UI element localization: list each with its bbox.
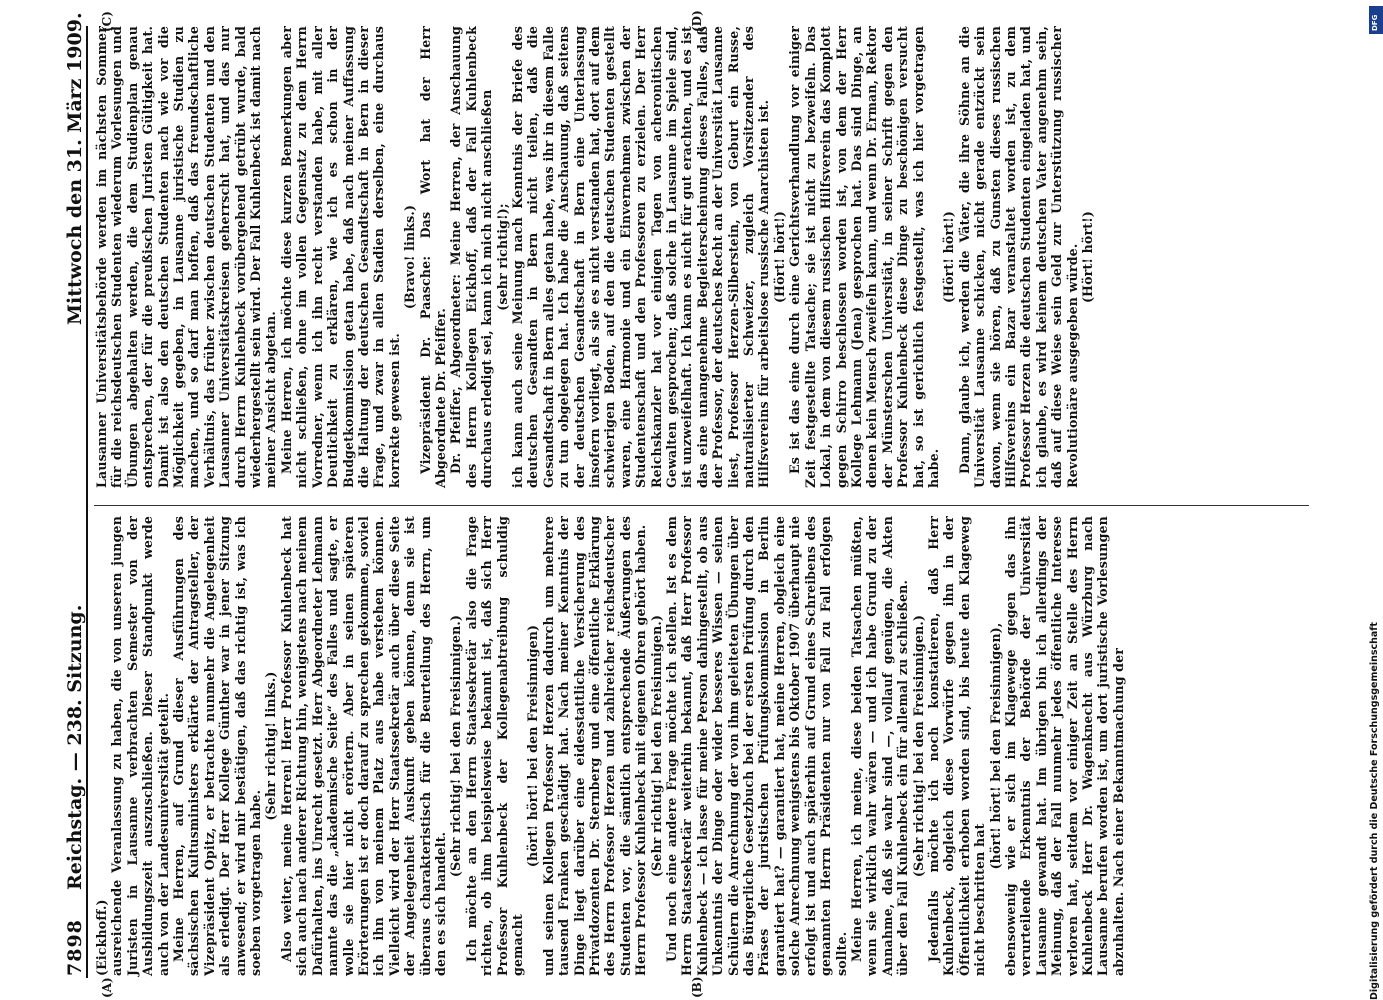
interjection: (Sehr richtig! bei den Freisinnigen.): [448, 614, 464, 878]
margin-marker-a: (A): [100, 977, 114, 998]
header-rule: [86, 26, 88, 978]
interjection: (Hört! hört!): [1080, 210, 1095, 304]
interjection: (Sehr richtig! bei den Freisinnigen.): [648, 614, 664, 878]
interjection: (Sehr richtig! bei den Freisinnigen.): [910, 614, 926, 878]
page-header: [56, 0, 96, 1000]
paragraph: Ich möchte an den Herrn Staatssekretär also die Frage richten, ob ihm beispielsweise bekannt ist, daß sich Herr Professor Kuhlenbeck der Kollegenabtreibung schuldig gemacht: [463, 516, 525, 976]
paragraph: ich kann auch seine Meinung nach Kenntnis der Briefe des deutschen Gesandten in Bern nicht teilen, daß die Gesandtschaft in Bern alles getan habe, was ihr in diesem Falle zu tun obgelegen hat. Ich habe die Anschauung, daß seitens der deutschen Gesandtschaft in Bern eine Unterlassung insofern vorliegt, als sie es nicht verstanden hat, dort auf dem schwierigen Boden, auf den die deutschen Studenten gestellt waren, eine Harmonie und ein Einvernehmen zwischen der Studentenschaft und den Professoren zu erzielen. Der Herr Reichskanzler hat vor einigen Tagen von acheronitischen Gewalten gesprochen; daß solche in Lausanne im Spiele sind, ist unzweifelhaft. Ich kann es nicht für gut erachten, und es ist das eine unangenehme Begleiterscheinung dieses Falles, daß der Professor, der deutsches Recht an der Universität Lausanne liest, Professor Herzen-Silberstein, von Geburt ein Russe, naturalisierter Schweizer, zugleich Vorsitzender des Hilfsvereins für arbeitslose russische Anarchisten ist.: [509, 26, 772, 488]
speaker-announcement: Vizepräsident Dr. Paasche: Das Wort hat der Herr Abgeordnete Dr. Pfeiffer.: [417, 26, 448, 488]
paragraph: Und noch eine andere Frage möchte ich stellen. Ist es dem Herrn Staatssekretär weiterhin bekannt, daß Herr Professor Kuhlenbeck — ich lasse für meine Person dahingestellt, ob aus Unkenntnis der Dinge oder wider besseres Wissen — seinen Schülern die Anrechnung der von ihm geleiteten Übungen über das Bürgerliche Gesetzbuch bei der ersten Prüfung durch den Präses der juristischen Prüfungskommission in Berlin garantiert hat? — garantiert hat, meine Herren, obgleich eine solche Anrechnung wenigstens bis Oktober 1907 überhaupt nie erfolgt ist und auch späterhin auf Grund eines Schreibens des genannten Herrn Präsidenten nur von Fall zu Fall erfolgen sollte.: [664, 516, 849, 976]
speaker-tag: (Eickhoff.): [94, 899, 109, 976]
paragraph: Lausanner Universitätsbehörde werden im nächsten Sommer für die reichsdeutschen Studenten wiederum Vorlesungen und Übungen abgehalten werden, die dem Studienplan genau entsprechen, der für die preußischen Juristen Gültigkeit hat. Damit ist also den deutschen Studenten nach wie vor die Möglichkeit gegeben, in Lausanne juristische Studien zu machen, und so darf man hoffen, daß das freundschaftliche Verhältnis, das früher zwischen deutschen Studenten und den Lausanner Universitätskreisen geherrscht hat, und das nur durch Herrn Kuhlenbeck vorübergehend getrübt wurde, bald wiederhergestellt sein wird. Der Fall Kuhlenbeck ist damit nach meiner Ansicht abgetan.: [94, 26, 279, 488]
header-date: Mittwoch den 31. März 1909.: [64, 12, 86, 325]
interjection: (hört! hört! bei den Freisinnigen): [525, 624, 541, 868]
column-separator: [94, 505, 1309, 506]
paragraph: Meine Herren, ich meine, diese beiden Tatsachen müßten, wenn sie wirklich wahr wären — und ich habe Grund zu der Annahme, daß sie wahr sind —, vollauf genügen, die Akten über den Fall Kuhlenbeck ein für allemal zu schließen.: [848, 516, 911, 976]
paragraph: Es ist das eine durch eine Gerichtsverhandlung vor einiger Zeit festgestellte Tatsache; sie ist nicht zu bezweifeln. Das Lokal, in dem von diesem russischen Hilfsverein das Komplott gegen Schirro beschlossen worden ist, von dem der Herr Kollege Lehmann (Jena) gesprochen hat. Das sind Dinge, an denen kein Mensch zweifeln kann, und wenn Dr. Erman, Rektor der Münsterschen Universität, in seiner Schrift gegen den Professor Kuhlenbeck diese Dinge zu beschönigen versucht hat, so ist gerichtlich festgestellt, was ich hier vorgetragen habe.: [787, 26, 941, 488]
margin-marker-b: (B): [690, 976, 704, 998]
dfg-logo: DFG: [1369, 6, 1383, 34]
header-session: Reichstag. — 238. Sitzung.: [64, 604, 86, 890]
page-number: 7898: [64, 919, 86, 976]
right-column: [94, 26, 1314, 488]
paragraph: Dr. Pfeiffer, Abgeordneter: Meine Herren, der Anschauung des Herrn Kollegen Eickhoff, daß der Fall Kuhlenbeck durchaus erledigt sei, kann ich mich nicht anschließen: [448, 26, 495, 488]
paragraph: ausreichende Veranlassung zu haben, die von unseren jungen Juristen in Lausanne verbrachten Semester von der Ausbildungszeit auszuschließen. Dieser Standpunkt werde auch von der Landesuniversität geteilt.: [109, 516, 171, 976]
margin-marker-d: (D): [690, 10, 704, 32]
interjection: (hört! hört! bei den Freisinnigen),: [987, 622, 1003, 870]
margin-marker-c: (C): [100, 11, 114, 32]
interjection: (Hört! hört!): [941, 210, 957, 304]
paragraph: ebensowenig wie er sich im Klagewege gegen das ihn verurteilende Erkenntnis der Behörde der Universität Lausanne gewandt hat. Im übrigen bin ich allerdings der Meinung, daß der Fall nunmehr jedes öffentliche Interesse verloren hat, seitdem vor einiger Zeit an Stelle des Herrn Kuhlenbeck Herr Dr. Wagenknecht aus Würzburg nach Lausanne berufen worden ist, um dort juristische Vorlesungen abzuhalten. Nach einer Bekanntmachung der: [1002, 516, 1126, 976]
paragraph: Dann, glaube ich, werden die Väter, die ihre Söhne an die Universität Lausanne schicken, nicht gerade entzückt sein davon, wenn sie hören, daß zu Gunsten dieses russischen Hilfsvereins ein Bazar veranstaltet worden ist, zu dem Professor Herzen die deutschen Studenten eingeladen hat, und ich glaube, es wird keinem deutschen Vater angenehm sein, daß auf diese Weise sein Geld zur Unterstützung russischer Revolutionäre ausgegeben würde.: [956, 26, 1080, 488]
left-column: [94, 516, 1314, 976]
paragraph: Meine Herren, auf Grund dieser Ausführungen des sächsischen Kultusministers erklärte der Antragsteller, der Vizepräsident Opitz, er betrachte nunmehr die Angelegenheit als erledigt. Der Herr Kollege Günther war in jener Sitzung anwesend; er wird mir bestätigen, daß das richtig ist, was ich soeben vorgetragen habe.: [171, 516, 264, 976]
paragraph: und seinen Kollegen Professor Herzen dadurch um mehrere tausend Franken geschädigt hat. Nach meiner Kenntnis der Dinge liegt darüber eine eidesstattliche Versicherung des Privatdozenten Dr. Sternberg und eine öffentliche Erklärung des Herrn Professor Herzen und zahlreicher reichsdeutscher Studenten vor, die sämtlich entsprechende Äußerungen des Herrn Professor Kuhlenbeck mit eigenen Ohren gehört haben.: [540, 516, 649, 976]
interjection: (sehr richtig!);: [494, 203, 510, 311]
interjection: (Bravo! links.): [402, 204, 418, 310]
interjection: (Hört! hört!): [771, 210, 787, 304]
paragraph: Also weiter, meine Herren! Herr Professor Kuhlenbeck hat sich auch nach anderer Richtung hin, wenigstens nach meinem Dafürhalten, ins Unrecht gesetzt. Herr Abgeordneter Lehmann nannte das die „akademische Seite“ des Falles und sagte, er wolle sie hier nicht erörtern. Aber in seinen späteren Erörterungen ist er doch darauf zu sprechen gekommen, soviel ich ihn von meinem Platz aus habe verstehen können. Vielleicht wird der Herr Staatssekretär auch über diese Seite der Angelegenheit Auskunft geben können, denn sie ist überaus charakteristisch für die Beurteilung des Herrn, um den es sich handelt.: [278, 516, 448, 976]
paragraph: Meine Herren, ich möchte diese kurzen Bemerkungen aber nicht schließen, ohne im vollen Gegensatz zu dem Herrn Vorredner, wenn ich ihn recht verstanden habe, mit aller Deutlichkeit zu erklären, wie ich es schon in der Budgetkommission getan habe, daß nach meiner Auffassung die Haltung der deutschen Gesandtschaft in Bern in dieser Frage, und zwar in allen Stadien derselben, eine durchaus korrekte gewesen ist.: [278, 26, 402, 488]
digitization-credit: Digitalisierung gefördert durch die Deutsche Forschungsgemeinschaft: [1369, 622, 1380, 1000]
interjection: (Sehr richtig! links.): [263, 671, 279, 821]
paragraph: Jedenfalls möchte ich noch konstatieren, daß Herr Kuhlenbeck, obgleich diese Vorwürfe gegen ihn in der Öffentlichkeit erhoben worden sind, bis heute den Klageweg nicht beschritten hat: [925, 516, 988, 976]
